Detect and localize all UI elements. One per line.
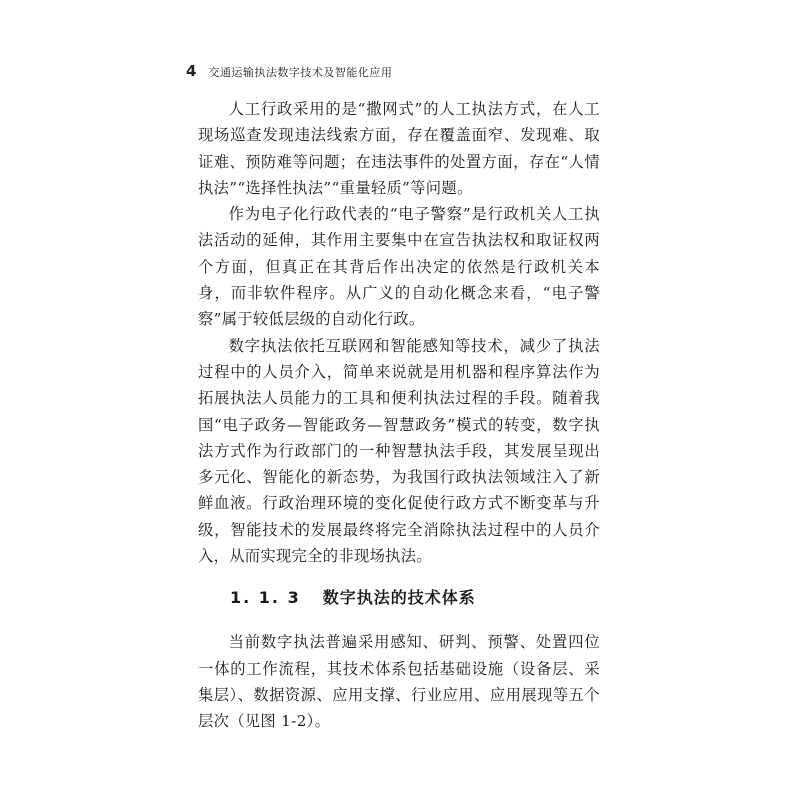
running-header — [186, 62, 392, 82]
page-number: 4 — [186, 62, 197, 80]
section-heading — [198, 585, 600, 611]
page-body — [198, 96, 600, 735]
body-paragraph: 作为电子化行政代表的“电子警察”是行政机关人工执法活动的延伸，其作用主要集中在宣告执法权和取证权两个方面，但真正在其背后作出决定的依然是行政机关本身，而非软件程序。从广义的自动化概念来看，“电子警察”属于较低层级的自动化行政。 — [198, 205, 600, 329]
section-title: 数字执法的技术体系 — [322, 588, 476, 608]
body-paragraph: 当前数字执法普遍采用感知、研判、预警、处置四位一体的工作流程，其技术体系包括基础设施（设备层、采集层）、数据资源、应用支撑、行业应用、应用展现等五个层次（见图 1-2）。 — [198, 633, 600, 731]
body-paragraph: 人工行政采用的是“撒网式”的人工执法方式，在人工现场巡查发现违法线索方面，存在覆盖面窄、发现难、取证难、预防难等问题；在违法事件的处置方面，存在“人情执法”“选择性执法”“重量轻质”等问题。 — [198, 100, 600, 197]
body-paragraph: 数字执法依托互联网和智能感知等技术，减少了执法过程中的人员介入，简单来说就是用机器和程序算法作为拓展执法人员能力的工具和便利执法过程的手段。随着我国“电子政务—智能政务—智慧政务”模式的转变，数字执法方式作为行政部门的一种智慧执法手段，其发展呈现出多元化、智能化的新态势，为我国行政执法领域注入了新鲜血液。行政治理环境的变化促使行政方式不断变革与升级，智能技术的发展最终将完全消除执法过程中的人员介入，从而实现完全的非现场执法。 — [198, 336, 600, 566]
running-header-title: 交通运输执法数字技术及智能化应用 — [208, 66, 393, 79]
section-number: 1. 1. 3 — [230, 588, 301, 608]
